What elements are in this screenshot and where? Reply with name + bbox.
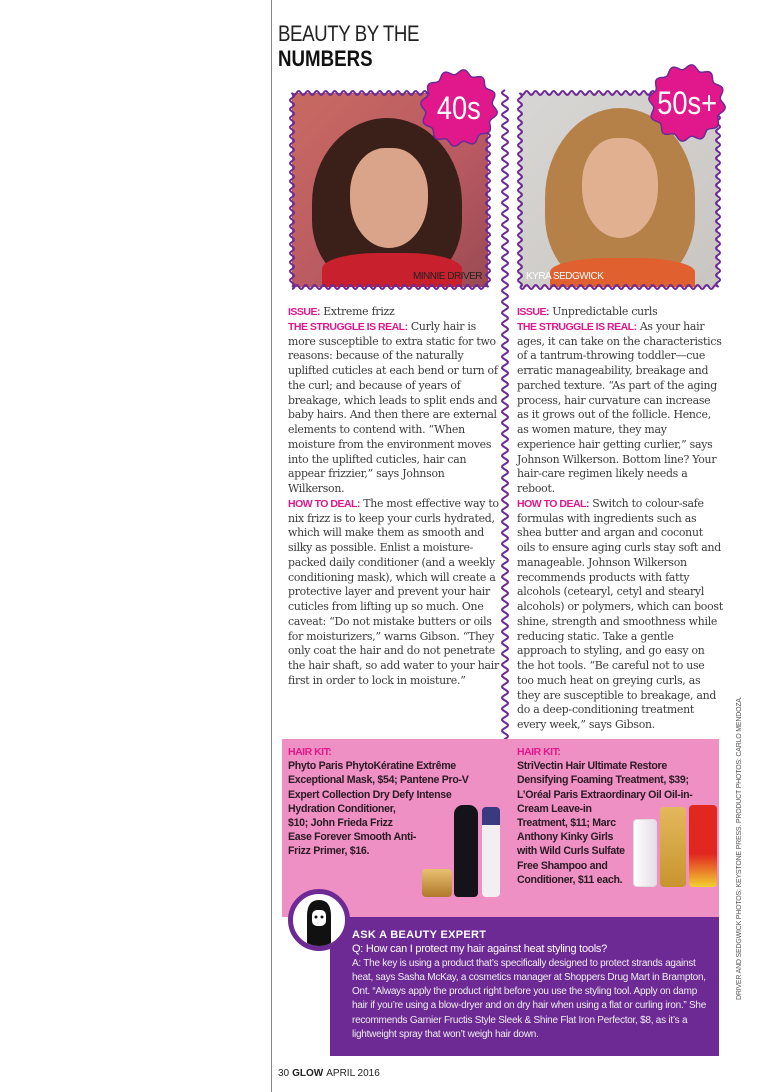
article-column-right: ISSUE: Unpredictable curls THE STRUGGLE IS REAL: As your hair ages, it can take on the characteristics of a tantrum-throwing toddler—cue erratic manageability, breakage and parched texture. “As part of the aging process, hair curvature can increase as it grows out of the follicle. Hence, as women mature, they may experience hair getting curlier,” says Johnson Wilkerson. Bottom line? Your hair-care regimen likely needs a reboot. HOW TO DEAL: Switch to colour-safe formulas with ingredients such as shea butter and argan and coconut oils to ensure aging curls stay soft and manageable. Johnson Wilkerson recommends products with fatty alcohols (cetearyl, cetyl and stearyl alcohols) or polymers, which can boost shine, strength and smoothness while reducing static. Take a gentle approach to styling, and go easy on the hot tools. “Be careful not to use too much heat on greying curls, as they are susceptible to breakage, and do a deep-conditioning treatment every week,” says Gibson. <box>517 305 723 731</box>
hair-kit-left: HAIR KIT: Phyto Paris PhytoKératine Extrême Exceptional Mask, $54; Pantene Pro-V Expert Collection Dry Defy Intense Hydration Conditioner, $10; John Frieda Frizz Ease Forever Smooth Anti-Frizz Primer, $16. <box>288 745 500 899</box>
products-right <box>633 803 717 889</box>
page-footer: 30 GLOW APRIL 2016 <box>278 1068 380 1079</box>
expert-answer: A: The key is using a product that’s specifically designed to protect strands against heat, says Sasha McKay, a cosmetics manager at Shoppers Drug Mart in Brampton, Ont. “Always apply the product right before you use the styling tool. Apply on damp hair if you’re using a blow-dryer and on dry hair when using a flat or curling iron.” She recommends Garnier Fructis Style Sleek & Shine Flat Iron Perfector, $8, as it’s a lightweight spray that won’t weigh hair down. <box>352 957 707 1041</box>
products-left <box>422 805 500 899</box>
product-phyto-mask <box>422 869 452 897</box>
page-margin-rule <box>271 0 272 1092</box>
product-frizz-ease <box>482 807 500 897</box>
title-line-1: BEAUTY BY THE <box>278 21 420 46</box>
age-badge-40s: 40s <box>420 69 498 147</box>
expert-avatar-icon <box>288 889 350 951</box>
photo-credit: DRIVER AND SEDGWICK PHOTOS: KEYSTONE PRESS. PRODUCT PHOTOS: CARLO MENDOZA. <box>736 696 743 1000</box>
title-line-2: NUMBERS <box>278 46 373 71</box>
age-badge-50s: 50s+ <box>648 64 726 142</box>
expert-question: Q: How can I protect my hair against heat styling tools? <box>352 943 608 956</box>
article-column-left: ISSUE: Extreme frizz THE STRUGGLE IS REAL: Curly hair is more susceptible to extra static for two reasons: because of the naturally uplifted cuticles at each bend or turn of the curl; and because of years of breakage, which leads to split ends and baby hairs. And then there are external elements to contend with. “When moisture from the environment moves into the uplifted cuticles, hair can appear frizzier,” says Johnson Wilkerson. HOW TO DEAL: The most effective way to nix frizz is to keep your curls hydrated, which will make them as smooth and silky as possible. Enlist a moisture-packed daily conditioner (and a weekly conditioning mask), which will create a protective layer and prevent your hair cuticles from lifting up so much. One caveat: “Do not mistake butters or oils for moisturizers,” warns Gibson. “They only coat the hair and do not penetrate the hair shaft, so add water to your hair first in order to lock in moisture.” <box>288 305 499 687</box>
product-strivectin <box>633 819 657 887</box>
expert-heading: ASK A BEAUTY EXPERT <box>352 929 487 941</box>
product-marc-anthony <box>689 805 717 887</box>
photo-caption: KYRA SEDGWICK <box>526 271 604 282</box>
ask-expert-box <box>330 917 719 1056</box>
product-loreal-oil <box>660 807 686 887</box>
photo-caption: MINNIE DRIVER <box>412 271 482 282</box>
product-pantene-conditioner <box>454 805 478 897</box>
hair-kit-right: HAIR KIT: StriVectin Hair Ultimate Restore Densifying Foaming Treatment, $39; L’Oréal Paris Extraordinary Oil Oil-in-Cream Leave-in Treatment, $11; Marc Anthony Kinky Girls with Wild Curls Sulfate Free Shampoo and Conditioner, $11 each. <box>517 745 717 889</box>
